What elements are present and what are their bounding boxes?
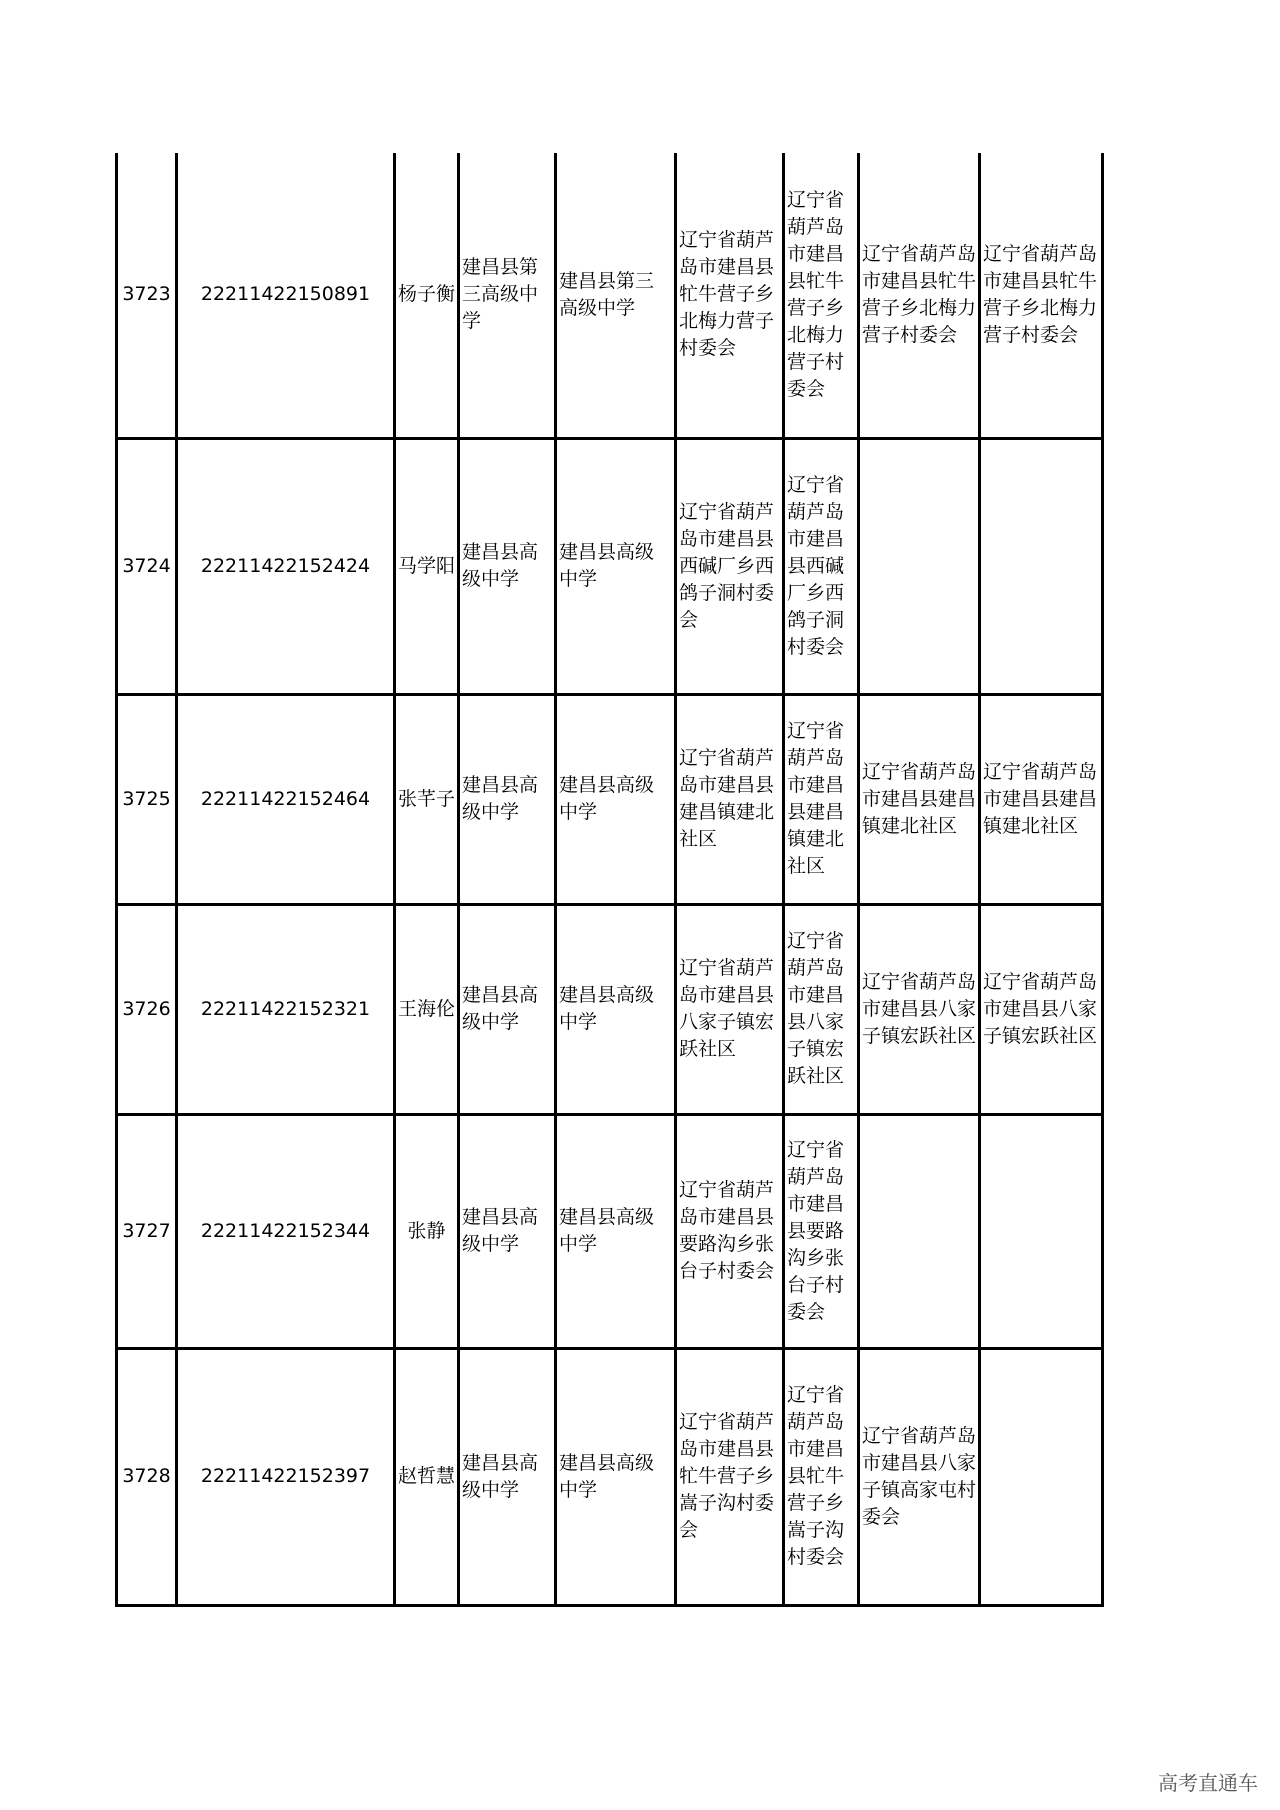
- cell-school: 建昌县高级中学: [459, 1114, 556, 1348]
- cell-exam-no: 22211422152321: [177, 904, 395, 1114]
- cell-mother: [980, 1114, 1103, 1348]
- cell-school-register: 建昌县第三高级中学: [556, 153, 676, 438]
- cell-household: 辽宁省葫芦岛市建昌县八家子镇宏跃社区: [676, 904, 784, 1114]
- cell-residence: 辽宁省葫芦岛市建昌县西碱厂乡西鸽子洞村委会: [784, 438, 859, 694]
- cell-school: 建昌县高级中学: [459, 904, 556, 1114]
- table-row: [117, 153, 1103, 438]
- cell-school: 建昌县高级中学: [459, 438, 556, 694]
- cell-exam-no: 22211422152424: [177, 438, 395, 694]
- cell-exam-no: 22211422152464: [177, 694, 395, 904]
- cell-mother: 辽宁省葫芦岛市建昌县八家子镇宏跃社区: [980, 904, 1103, 1114]
- cell-school-register: 建昌县高级中学: [556, 694, 676, 904]
- cell-residence: 辽宁省葫芦岛市建昌县八家子镇宏跃社区: [784, 904, 859, 1114]
- cell-school-register: 建昌县高级中学: [556, 1114, 676, 1348]
- cell-father: 辽宁省葫芦岛市建昌县建昌镇建北社区: [859, 694, 980, 904]
- cell-school: 建昌县第三高级中学: [459, 153, 556, 438]
- cell-name: 赵哲慧: [395, 1348, 459, 1605]
- cell-seq: 3726: [117, 904, 177, 1114]
- cell-father: 辽宁省葫芦岛市建昌县八家子镇宏跃社区: [859, 904, 980, 1114]
- cell-household: 辽宁省葫芦岛市建昌县牤牛营子乡嵩子沟村委会: [676, 1348, 784, 1605]
- cell-seq: 3724: [117, 438, 177, 694]
- cell-school-register: 建昌县高级中学: [556, 904, 676, 1114]
- cell-residence: 辽宁省葫芦岛市建昌县牤牛营子乡北梅力营子村委会: [784, 153, 859, 438]
- cell-name: 张静: [395, 1114, 459, 1348]
- cell-household: 辽宁省葫芦岛市建昌县建昌镇建北社区: [676, 694, 784, 904]
- cell-name: 杨子衡: [395, 153, 459, 438]
- cell-father: 辽宁省葫芦岛市建昌县牤牛营子乡北梅力营子村委会: [859, 153, 980, 438]
- roster-body: [117, 153, 1103, 1605]
- cell-name: 王海伦: [395, 904, 459, 1114]
- cell-father: [859, 1114, 980, 1348]
- cell-exam-no: 22211422152344: [177, 1114, 395, 1348]
- cell-school: 建昌县高级中学: [459, 1348, 556, 1605]
- cell-seq: 3727: [117, 1114, 177, 1348]
- cell-exam-no: 22211422152397: [177, 1348, 395, 1605]
- cell-residence: 辽宁省葫芦岛市建昌县建昌镇建北社区: [784, 694, 859, 904]
- roster-table: [115, 153, 1104, 1607]
- cell-school-register: 建昌县高级中学: [556, 438, 676, 694]
- cell-household: 辽宁省葫芦岛市建昌县西碱厂乡西鸽子洞村委会: [676, 438, 784, 694]
- cell-seq: 3723: [117, 153, 177, 438]
- cell-household: 辽宁省葫芦岛市建昌县牤牛营子乡北梅力营子村委会: [676, 153, 784, 438]
- cell-name: 马学阳: [395, 438, 459, 694]
- cell-seq: 3728: [117, 1348, 177, 1605]
- table-row: [117, 904, 1103, 1114]
- table-row: [117, 1114, 1103, 1348]
- table-row: [117, 438, 1103, 694]
- cell-exam-no: 22211422150891: [177, 153, 395, 438]
- cell-school-register: 建昌县高级中学: [556, 1348, 676, 1605]
- cell-mother: [980, 1348, 1103, 1605]
- cell-seq: 3725: [117, 694, 177, 904]
- cell-mother: [980, 438, 1103, 694]
- cell-mother: 辽宁省葫芦岛市建昌县建昌镇建北社区: [980, 694, 1103, 904]
- cell-residence: 辽宁省葫芦岛市建昌县要路沟乡张台子村委会: [784, 1114, 859, 1348]
- cell-father: [859, 438, 980, 694]
- cell-residence: 辽宁省葫芦岛市建昌县牤牛营子乡嵩子沟村委会: [784, 1348, 859, 1605]
- cell-mother: 辽宁省葫芦岛市建昌县牤牛营子乡北梅力营子村委会: [980, 153, 1103, 438]
- cell-father: 辽宁省葫芦岛市建昌县八家子镇高家屯村委会: [859, 1348, 980, 1605]
- cell-household: 辽宁省葫芦岛市建昌县要路沟乡张台子村委会: [676, 1114, 784, 1348]
- table-row: [117, 694, 1103, 904]
- watermark-text: 高考直通车: [1158, 1771, 1258, 1795]
- table-row: [117, 1348, 1103, 1605]
- cell-school: 建昌县高级中学: [459, 694, 556, 904]
- cell-name: 张芊子: [395, 694, 459, 904]
